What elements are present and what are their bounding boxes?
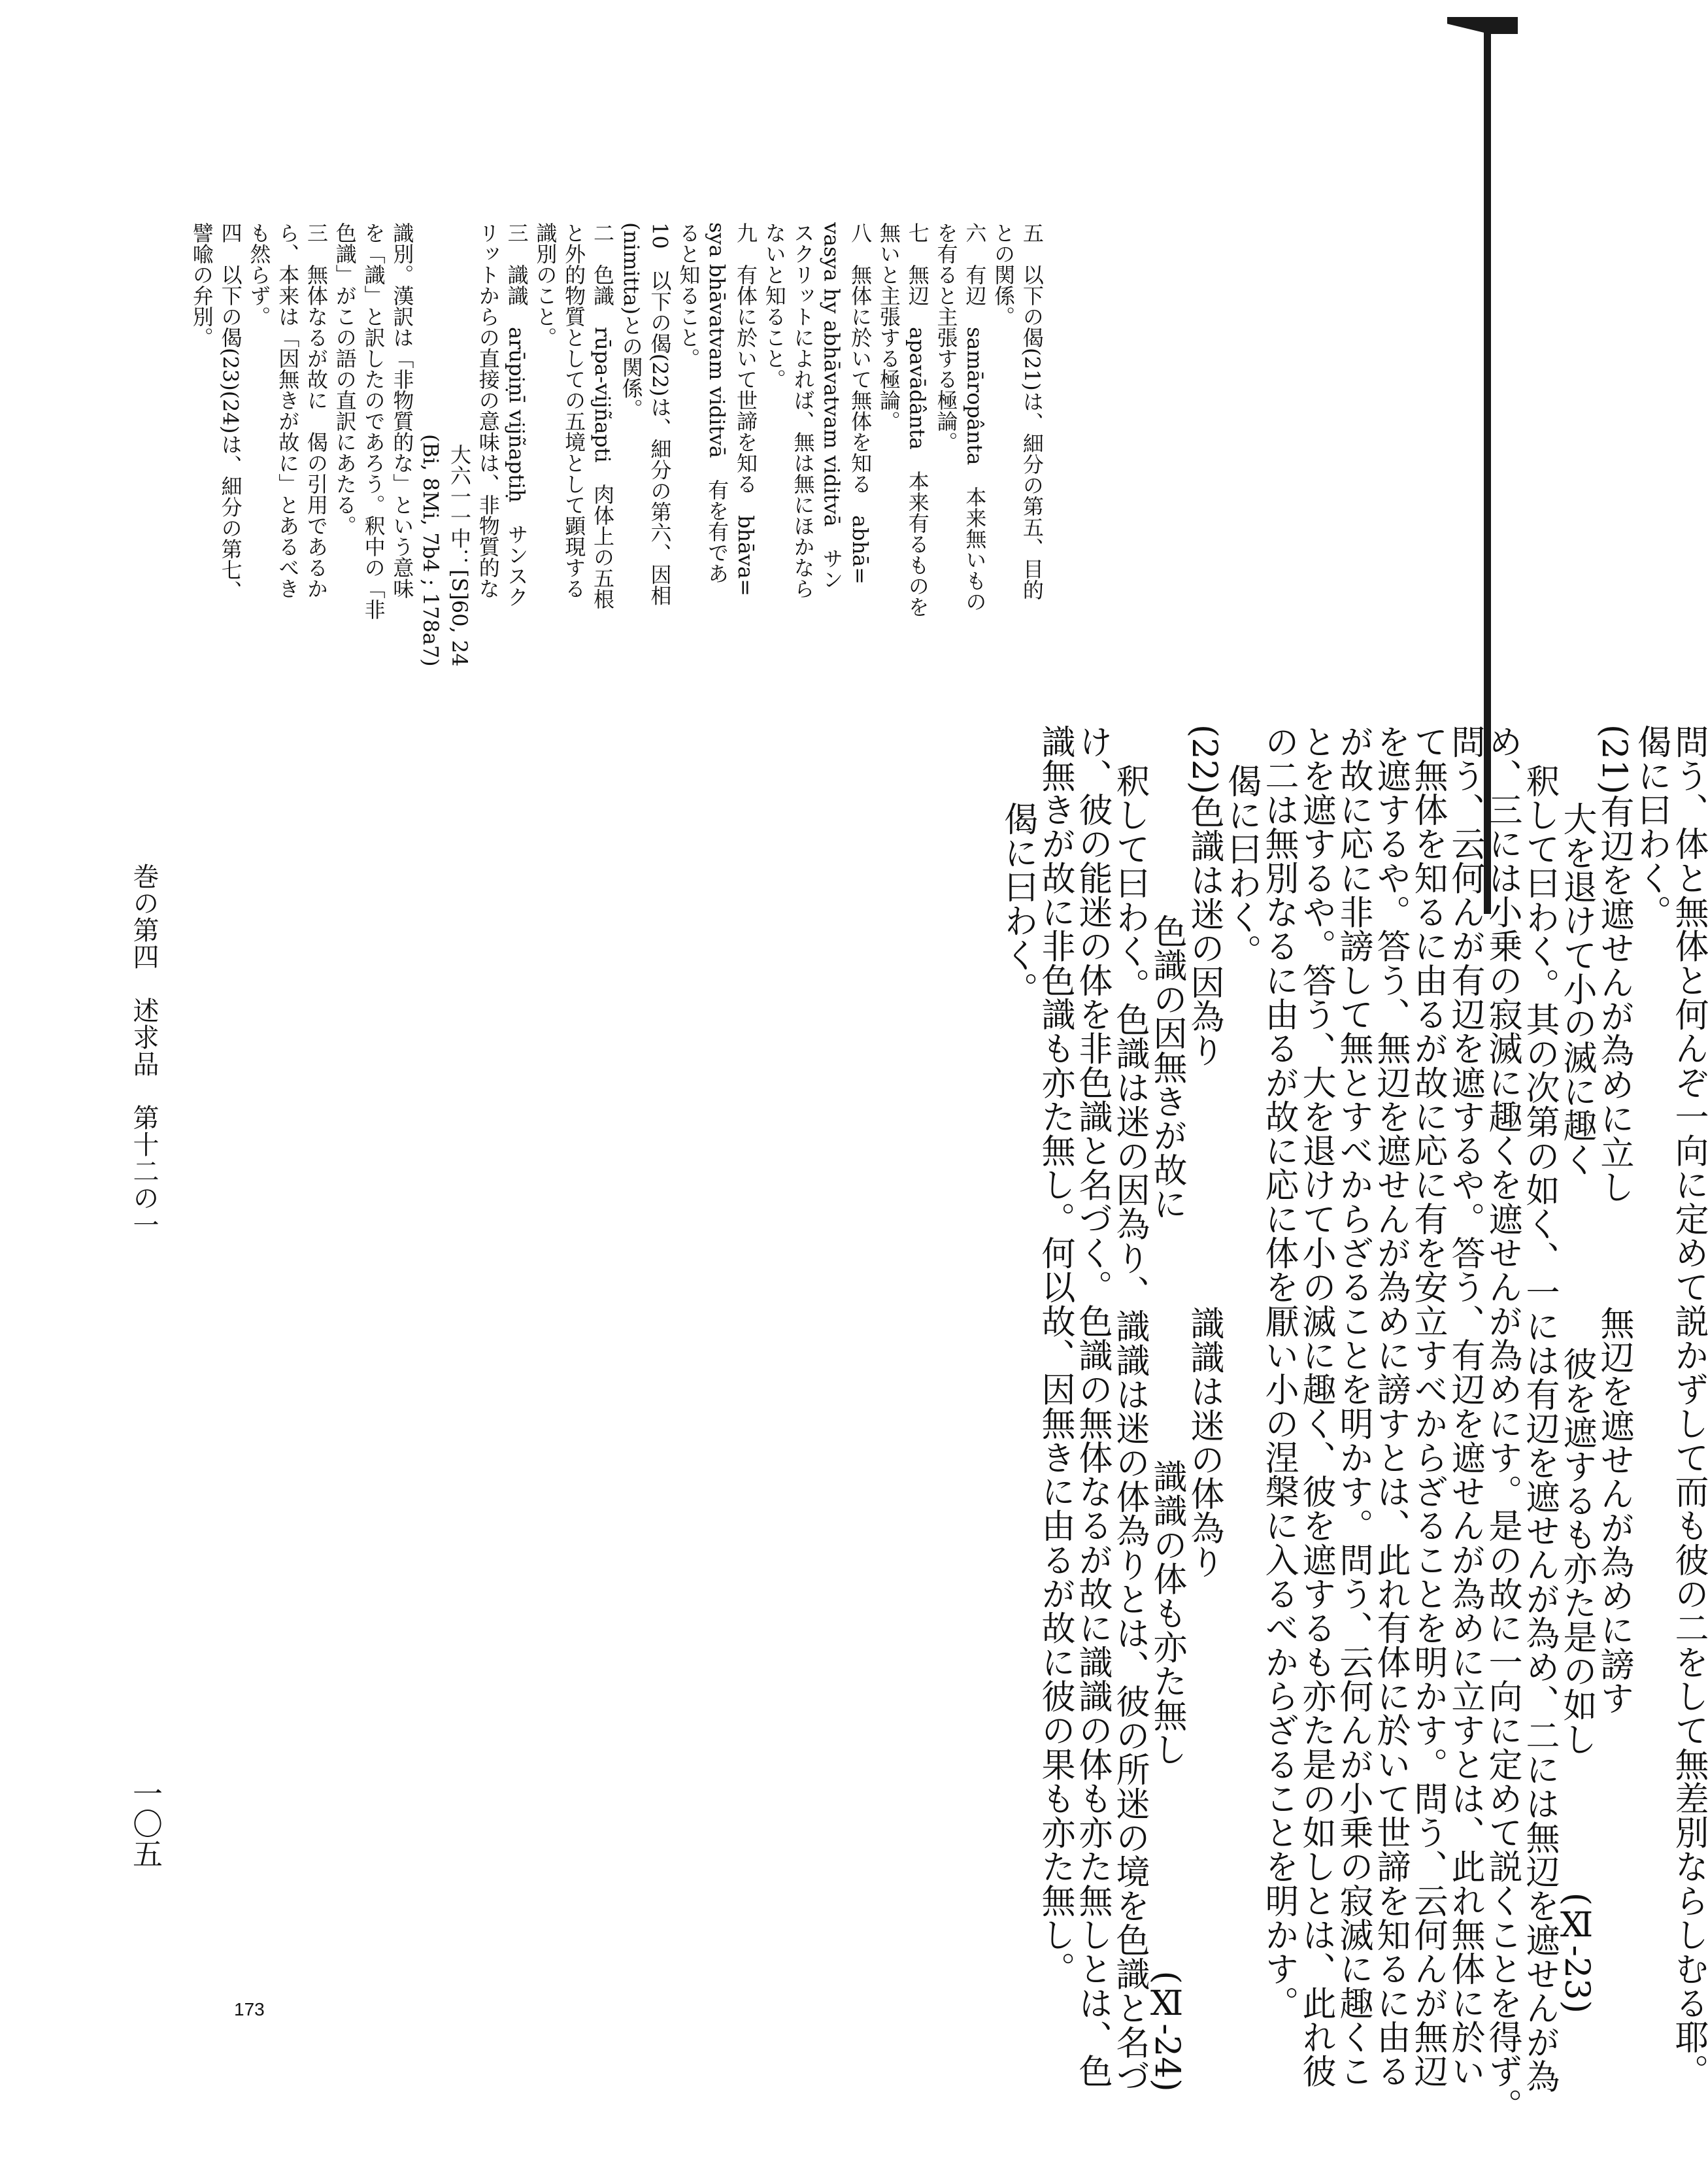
main-line: とを遮するや。答う、大を退けて小の滅に趣く、彼を遮するも亦た是の如しとは、此れ彼 — [1296, 724, 1335, 2089]
footnote-line: を「識」と訳したのであろう。釈中の「非 — [361, 222, 386, 620]
main-line: が故に応に非謗して無とすべからざることを明かす。問う、云何んが小乗の寂滅に趣くこ — [1333, 724, 1373, 2088]
footnote-line: 三 識識 arūpiṇī vijñaptiḥ サンスク — [504, 222, 529, 607]
footnote-line: を有ると主張する極論。 — [933, 222, 959, 452]
footnote-line: 譬喩の弁別。 — [189, 222, 214, 348]
main-line: 釈して曰わく。其の次第の如く、一には有辺を遮せんが為め、二には無辺を遮せんが為 — [1520, 764, 1559, 2093]
footnote-line: vasya hy abhāvatvam viditvā サン — [819, 222, 845, 590]
page-edge-rule-cap — [1447, 17, 1518, 34]
footnote-line: 五 以下の偈(21)は、細分の第五、目的 — [1019, 222, 1045, 600]
verse-line: (22)色識は迷の因為り 識識は迷の体為り — [1184, 724, 1224, 1579]
footnote-line: 色識」がこの語の直訳にあたる。 — [332, 222, 358, 536]
footnote-reference: (Bi, 8Mi, 7b4 ; 178a7) — [418, 434, 444, 667]
footnote-line: 無いと主張する極論。 — [876, 222, 901, 431]
footnote-line: 三 無体なるが故に 偈の引用であるか — [303, 222, 329, 599]
footnote-line: 六 有辺 samāropânta 本来無いもの — [962, 222, 988, 612]
folio-kanji-number: 一〇五 — [128, 1778, 163, 1868]
footnote-line: スクリットによれば、無は無にほかなら — [790, 222, 816, 599]
footnote-line: 四 以下の偈(23)(24)は、細分の第七、 — [218, 222, 243, 601]
verse-line: 大を退けて小の滅に趣く 彼を遮するも亦た是の如し (Ⅺ-23) — [1557, 801, 1596, 2014]
footnote-line: sya bhāvatvam viditvā 有を有であ — [705, 222, 730, 584]
footnote-line: ると知ること。 — [676, 222, 701, 369]
footnote-line: 七 無辺 apavādânta 本来有るものを — [905, 222, 930, 617]
main-line: 問う、云何んが有辺を遮するや。答う、有辺を遮せんが為めに立すとは、此れ無体に於い — [1445, 724, 1484, 2088]
main-line: 釈して曰わく。色識は迷の因為り、識識は迷の体為りとは、彼の所迷の境を色識と名づ — [1110, 764, 1149, 2093]
footnote-line: ないと知ること。 — [762, 222, 787, 390]
verse-line: (21)有辺を遮せんが為めに立し 無辺を遮せんが為めに謗す — [1594, 724, 1633, 1715]
main-line: け、彼の能迷の体を非色識と名づく。色識の無体なるが故に識識の体も亦た無しとは、色 — [1073, 724, 1112, 2088]
footnote-line: 二 色識 rūpa-vijñapti 肉体上の五根 — [590, 222, 615, 609]
main-line: 偈に曰わく。 — [1222, 764, 1261, 968]
main-line: の二は無別なるに由るが故に応に体を厭い小の涅槃に入るべからざることを明かす。 — [1259, 724, 1298, 2020]
footnotes-column — [187, 222, 1046, 667]
footnote-line: 八 無体に於いて無体を知る abhā= — [848, 222, 873, 585]
footnote-line: 識別のこと。 — [533, 222, 558, 348]
main-line: 識無きが故に非色識も亦た無し。何以故、因無きに由るが故に彼の果も亦た無し。 — [1035, 724, 1075, 1986]
main-line: 偈に曰わく。 — [1632, 724, 1671, 929]
footnote-line: も然らず。 — [246, 222, 272, 327]
footnote-line: (nimitta)との関係。 — [618, 222, 644, 420]
main-line: 偈に曰わく。 — [998, 801, 1037, 1006]
main-line: 問う、体と無体と何んぞ一向に定めて説かずして而も彼の二をして無差別ならしむる耶。 — [1669, 724, 1708, 2088]
verse-line: 色識の因無きが故に 識識の体も亦た無し (Ⅺ-24) — [1147, 914, 1186, 2092]
running-head: 巻の第四 述求品 第十二の一 — [129, 863, 159, 1238]
main-line: を遮するや。答う、無辺を遮せんが為めに謗すとは、此れ有体に於いて世諦を知るに由る — [1371, 724, 1410, 2089]
main-line: め、三には小乗の寂滅に趣くを遮せんが為めにす。是の故に一向に定めて説くことを得ず。 — [1482, 724, 1522, 2123]
footnote-line: リットからの直接の意味は、非物質的な — [475, 222, 501, 599]
footnote-line: と外的物質としての五境として顕現する — [561, 222, 587, 599]
footnote-line: ら、本来は「因無きが故に」とあるべき — [275, 222, 301, 599]
footnote-line: 九 有体に於いて世諦を知る bhāva= — [733, 222, 758, 597]
footnote-line: との関係。 — [991, 222, 1016, 327]
main-line: て無体を知るに由るが故に応に有を安立すべからざることを明かす。問う、云何んが無辺 — [1408, 724, 1447, 2088]
page-number: 173 — [234, 1999, 265, 2019]
footnote-reference: 大六一一中：[S]60, 24 — [446, 444, 472, 667]
main-text-column — [998, 724, 1708, 2123]
footnote-line: 10 以下の偈(22)は、細分の第六、因相 — [647, 222, 673, 606]
footnote-line: 識別。漢訳は「非物質的な」という意味 — [390, 222, 415, 599]
